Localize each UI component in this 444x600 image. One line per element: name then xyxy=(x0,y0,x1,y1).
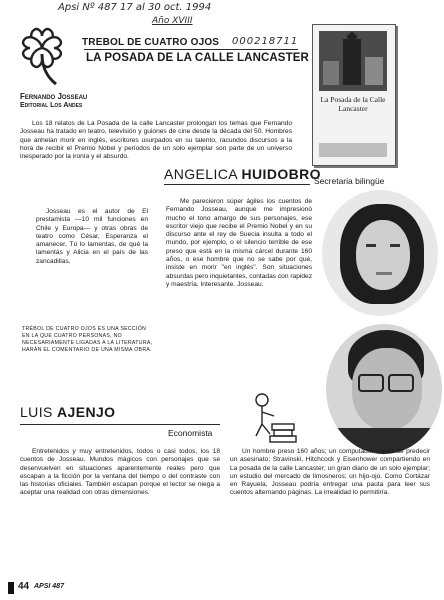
reviewer-1-first-name: ANGELICA xyxy=(164,166,238,182)
intro-paragraph-2: Josseau es el autor de El prestamista —10 mil funciones en Chile y Europa— y otras obras de teatro como César, Esperanza el amanecer, Tú lo lamentas, de qué la lamentás y Alicia en el país de las zancadillas. xyxy=(36,208,148,265)
footer-marker xyxy=(8,582,14,594)
page-number: 44 xyxy=(18,581,30,592)
intro-paragraph-1: Los 18 relatos de La Posada de la calle Lancaster prolongan los temas que Fernando Josseau ha tratado en teatro, televisión y guiones de cine desde la década del 50. Hombres que anhelan morir en inglés, escritores usurpados en su talento, racundos discursos a la hora de recibir el Premio Nobel y períodos de un solo ejemplar son parte de un universo inesperado por la ironía y el absurdo. xyxy=(20,120,292,161)
reviewer-2-divider xyxy=(20,424,220,425)
book-review-title: LA POSADA DE LA CALLE LANCASTER xyxy=(86,52,309,64)
reviewer-2-text-left: Entretenidos y muy entretenidos, todos o casi todos, los 18 cuentos de Josseau. Mundos mágicos con personajes que se desenvuelven en situaciones aparentemente reales pero que escapan a la ficción por la ventana del tiempo o del contraste con las historias oficiales. También escapan porque el lector se niega a aceptar una realidad con otras dimensiones. xyxy=(20,448,220,497)
reviewer-2-photo xyxy=(326,324,442,454)
book-cover-image xyxy=(312,24,396,166)
cover-illustration xyxy=(319,31,387,91)
cover-title: La Posada de la Calle Lancaster xyxy=(320,95,386,113)
reviewer-2-text-right: Un hombre preso 160 años; un computador capaz de predecir un asesinato; Stravinski, Hitchcock y Eisenhower compartiendo en La posada de la calle Lancaster; un gran diario de un solo ejemplar; un estudio del mercado de limosneros; un hijo-ojo. Como Cortázar en Rayuela, Josseau podría entregar una pauta para leer sus cuentos alternando páginas. La irrealidad lo permitiría. xyxy=(230,448,430,497)
reviewer-2-last-name: AJENJO xyxy=(57,404,116,420)
reviewer-2-name xyxy=(20,404,115,420)
reviewer-2-first-name: LUIS xyxy=(20,404,53,420)
reviewer-1-photo xyxy=(322,190,438,316)
magazine-issue: APSI 487 xyxy=(34,583,64,590)
handwritten-code: 000218711 xyxy=(232,36,299,47)
clover-logo-icon xyxy=(18,24,66,88)
series-title: TREBOL DE CUATRO OJOS xyxy=(82,37,220,48)
book-author: Fernando Josseau xyxy=(20,92,88,101)
reviewer-1-last-name: HUIDOBRO xyxy=(241,166,321,182)
reviewer-1-role: Secretaria bilingüe xyxy=(314,176,385,186)
section-note: TRÉBOL DE CUATRO OJOS ES UNA SECCIÓN EN LA QUE CUATRO PERSONAS, NO NECESARIAMENTE LIGADAS A LA LITERATURA, HARÁN EL COMENTARIO DE UNA MISMA OBRA. xyxy=(22,326,153,353)
book-publisher: Editorial Los Andes xyxy=(20,102,83,109)
handwritten-issue-note: Apsi Nº 487 17 al 30 oct. 1994 xyxy=(58,2,212,13)
handwritten-year-note: Año XVIII xyxy=(152,16,193,26)
reviewer-1-name xyxy=(164,166,321,182)
reviewer-1-divider xyxy=(164,184,310,185)
reviewer-1-text: Me parecieron súper ágiles los cuentos de Fernando Josseau, aunque me impresionó mucho el tono amargo de sus personajes, ese escritor viejo que recibe el Premio Nobel y en su discurso ante el rey de Suecia insulta a todo el mundo, por ejemplo, o el silencio terrible de ese preso que está en la misma cárcel durante 160 años, o ese hombre que no se sabe por qué, insiste en morir "en inglés". Son situaciones absurdas pero inquietantes, contadas con rapidez y maestría. Interesante. Josseau. xyxy=(166,198,312,288)
header-divider xyxy=(84,49,298,50)
reading-figure-icon xyxy=(246,388,298,444)
reviewer-2-role: Economista xyxy=(168,428,213,438)
